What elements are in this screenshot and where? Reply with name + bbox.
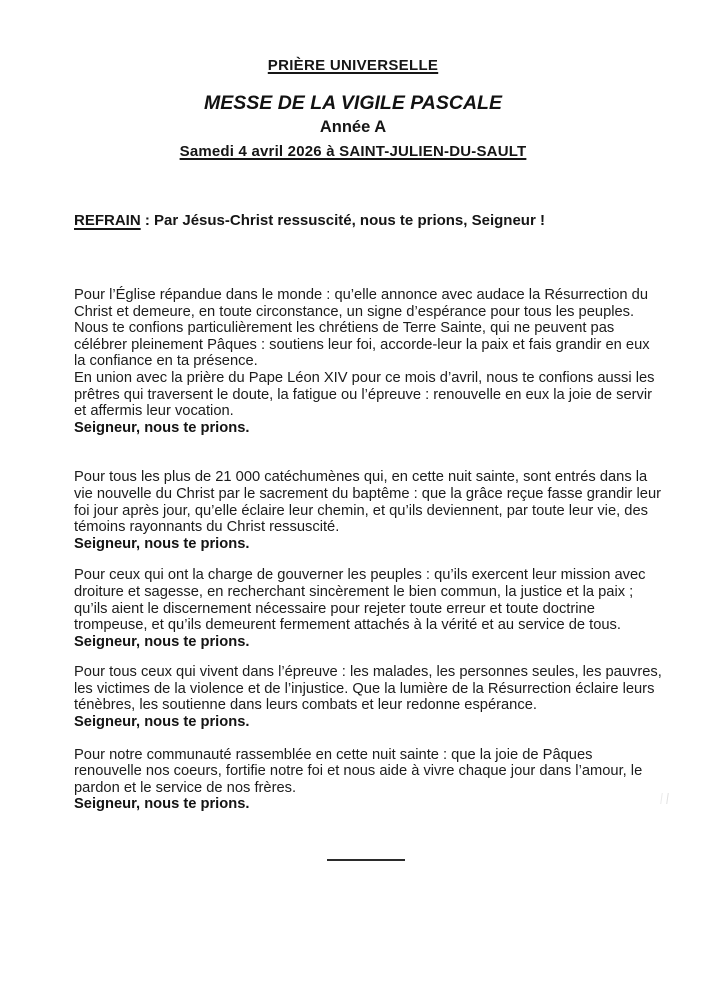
- intention-suffering: [74, 664, 686, 730]
- intention-line: En union avec la prière du Pape Léon XIV pour ce mois d’avril, nous te confions aussi les: [74, 369, 655, 386]
- intention-line: Nous te confions particulièrement les chrétiens de Terre Sainte, qui ne peuvent pas: [74, 320, 615, 337]
- intention-line: Pour ceux qui ont la charge de gouverner les peuples : qu’ils exercent leur mission avec: [74, 567, 646, 584]
- intention-response: Seigneur, nous te prions.: [74, 796, 250, 813]
- intention-catechumens: [74, 469, 686, 552]
- intention-response: Seigneur, nous te prions.: [74, 535, 250, 552]
- document-title: PRIÈRE UNIVERSELLE: [267, 57, 439, 74]
- date-location: Samedi 4 avril 2026 à SAINT-JULIEN-DU-SAULT: [179, 143, 527, 160]
- intention-line: foi jour après jour, qu’elle éclaire leur chemin, et qu’ils deviennent, par toute leur vie, des: [74, 502, 648, 519]
- intention-line: la confiance en ta présence.: [74, 353, 258, 370]
- intention-leaders: [74, 567, 686, 650]
- intention-line: célébrer pleinement Pâques : soutiens leur foi, accorde-leur la paix et fais grandir en eux: [74, 336, 650, 353]
- intention-line: droiture et sagesse, en recherchant sincèrement le bien commun, la justice et la paix ;: [74, 583, 634, 600]
- intention-line: et affermis leur vocation.: [74, 403, 234, 420]
- intention-line: prêtres qui traversent le doute, la fatigue ou l’épreuve : renouvelle en eux la joie de servir: [74, 386, 653, 403]
- intention-line: vie nouvelle du Christ par le sacrement du baptême : que la grâce reçue fasse grandir leur: [74, 485, 662, 502]
- intention-line: Pour tous ceux qui vivent dans l’épreuve : les malades, les personnes seules, les pauvres,: [74, 664, 662, 681]
- intention-line: qu’ils aient le discernement nécessaire pour rejeter toute erreur et toute doctrine: [74, 600, 595, 617]
- intention-response: Seigneur, nous te prions.: [74, 714, 250, 731]
- refrain-line: [74, 211, 706, 230]
- intention-line: les victimes de la violence et de l’injustice. Que la lumière de la Résurrection éclaire leurs: [74, 680, 655, 697]
- document-header: [0, 56, 706, 161]
- refrain-text: : Par Jésus-Christ ressuscité, nous te prions, Seigneur !: [140, 212, 545, 229]
- intention-line: Christ et demeure, en toute circonstance, un signe d’espérance pour tous les peuples.: [74, 303, 635, 320]
- intention-response: Seigneur, nous te prions.: [74, 419, 250, 436]
- intention-line: trompeuse, et qu’ils demeurent fermement attachés à la vérité et au service de tous.: [74, 617, 621, 634]
- refrain-label: REFRAIN: [74, 212, 141, 229]
- intention-line: Pour l’Église répandue dans le monde : qu’elle annonce avec audace la Résurrection du: [74, 287, 649, 303]
- separator-line: [327, 859, 405, 861]
- intention-community: [74, 747, 686, 813]
- intention-line: Pour notre communauté rassemblée en cette nuit sainte : que la joie de Pâques: [74, 746, 593, 763]
- intention-line: témoins rayonnants du Christ ressuscité.: [74, 519, 340, 536]
- intention-line: ténèbres, les soutienne dans leurs combats et leur redonne espérance.: [74, 697, 537, 714]
- intentions-section: [74, 287, 686, 813]
- intention-church: [74, 287, 686, 436]
- intention-response: Seigneur, nous te prions.: [74, 633, 250, 650]
- intention-line: renouvelle nos coeurs, fortifie notre foi et nous aide à vivre chaque jour dans l’amour, le: [74, 763, 643, 780]
- liturgical-year: Année A: [319, 118, 387, 136]
- mass-title: MESSE DE LA VIGILE PASCALE: [204, 92, 502, 114]
- intention-line: Pour tous les plus de 21 000 catéchumènes qui, en cette nuit sainte, sont entrés dans la: [74, 469, 648, 486]
- intention-line: pardon et le service de nos frères.: [74, 779, 297, 796]
